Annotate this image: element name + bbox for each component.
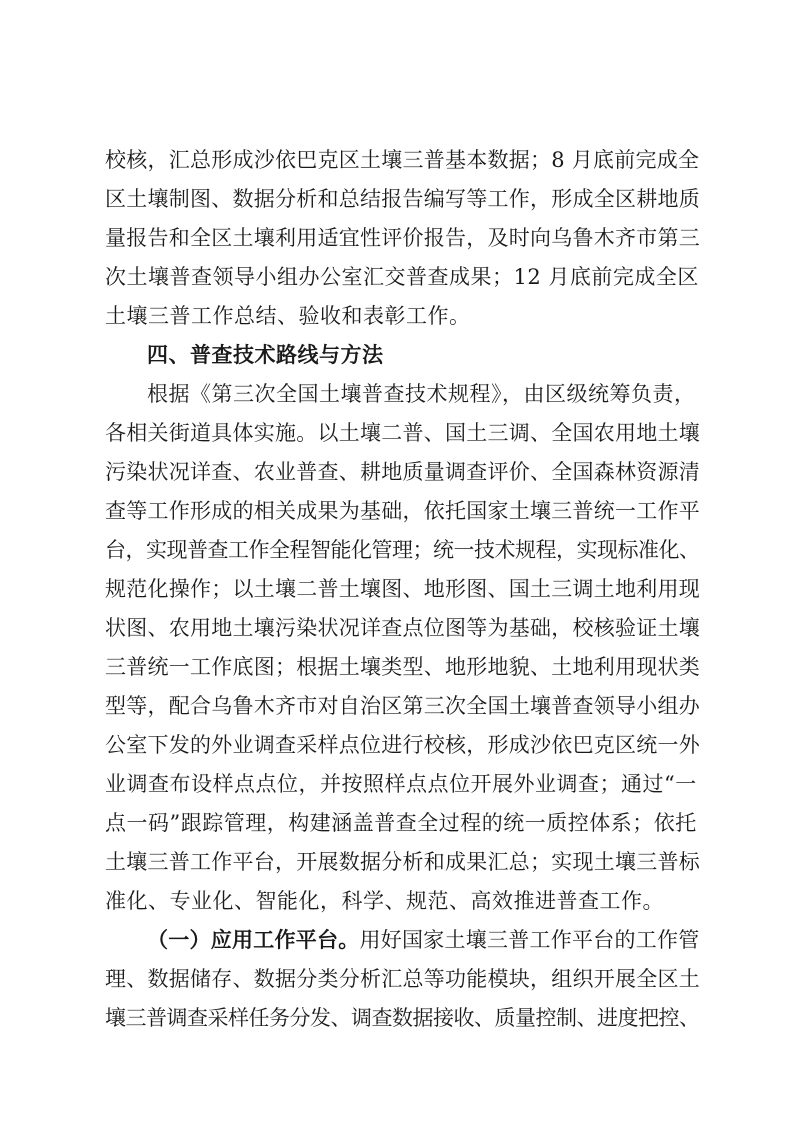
- paragraph-2-line-11: 业调查布设样点点位，并按照样点点位开展外业调查；通过“一: [105, 772, 697, 796]
- paragraph-2-line-12: 点一码”跟踪管理，构建涵盖普查全过程的统一质控体系；依托: [105, 811, 697, 835]
- paragraph-2-line-6: 规范化操作；以土壤二普土壤图、地形图、国土三调土地利用现: [105, 577, 700, 601]
- paragraph-2-line-2: 各相关街道具体实施。以土壤二普、国土三调、全国农用地土壤: [105, 421, 700, 445]
- paragraph-2-line-3: 污染状况详查、农业普查、耕地质量调查评价、全国森林资源清: [105, 460, 700, 484]
- paragraph-2-line-1: 根据《第三次全国土壤普查技术规程》，由区级统筹负责，: [147, 382, 696, 406]
- paragraph-3-line-1: [147, 922, 705, 958]
- paragraph-2-line-14: 准化、专业化、智能化，科学、规范、高效推进普查工作。: [105, 889, 664, 913]
- section-heading: 四、普查技术路线与方法: [147, 343, 384, 367]
- paragraph-1-line-5: 土壤三普工作总结、验收和表彰工作。: [105, 304, 471, 328]
- paragraph-1-line-1: 校核，汇总形成沙依巴克区土壤三普基本数据；8 月底前完成全: [105, 148, 700, 172]
- paragraph-2-line-5: 台，实现普查工作全程智能化管理；统一技术规程，实现标准化、: [105, 538, 700, 562]
- paragraph-2-line-8: 三普统一工作底图；根据土壤类型、地形地貌、土地利用现状类: [105, 655, 700, 679]
- paragraph-1-line-3: 量报告和全区土壤利用适宜性评价报告，及时向乌鲁木齐市第三: [105, 226, 700, 250]
- paragraph-3-line-3: 壤三普调查采样任务分发、调查数据接收、质量控制、进度把控、: [105, 1006, 700, 1030]
- paragraph-3-line-2: 理、数据储存、数据分类分析汇总等功能模块，组织开展全区土: [105, 967, 700, 991]
- paragraph-1-line-2: 区土壤制图、数据分析和总结报告编写等工作，形成全区耕地质: [105, 187, 700, 211]
- paragraph-2-line-9: 型等，配合乌鲁木齐市对自治区第三次全国土壤普查领导小组办: [105, 694, 700, 718]
- paragraph-2-line-7: 状图、农用地土壤污染状况详查点位图等为基础，校核验证土壤: [105, 616, 700, 640]
- subsection-lead-rest: 用好国家土壤三普工作平台的工作管: [359, 928, 700, 952]
- subsection-lead: （一）应用工作平台。: [147, 928, 360, 952]
- paragraph-2-line-10: 公室下发的外业调查采样点位进行校核，形成沙依巴克区统一外: [105, 733, 700, 757]
- paragraph-2-line-4: 查等工作形成的相关成果为基础，依托国家土壤三普统一工作平: [105, 499, 700, 523]
- paragraph-1-line-4: 次土壤普查领导小组办公室汇交普查成果；12 月底前完成全区: [105, 265, 699, 289]
- paragraph-2-line-13: 土壤三普工作平台，开展数据分析和成果汇总；实现土壤三普标: [105, 850, 700, 874]
